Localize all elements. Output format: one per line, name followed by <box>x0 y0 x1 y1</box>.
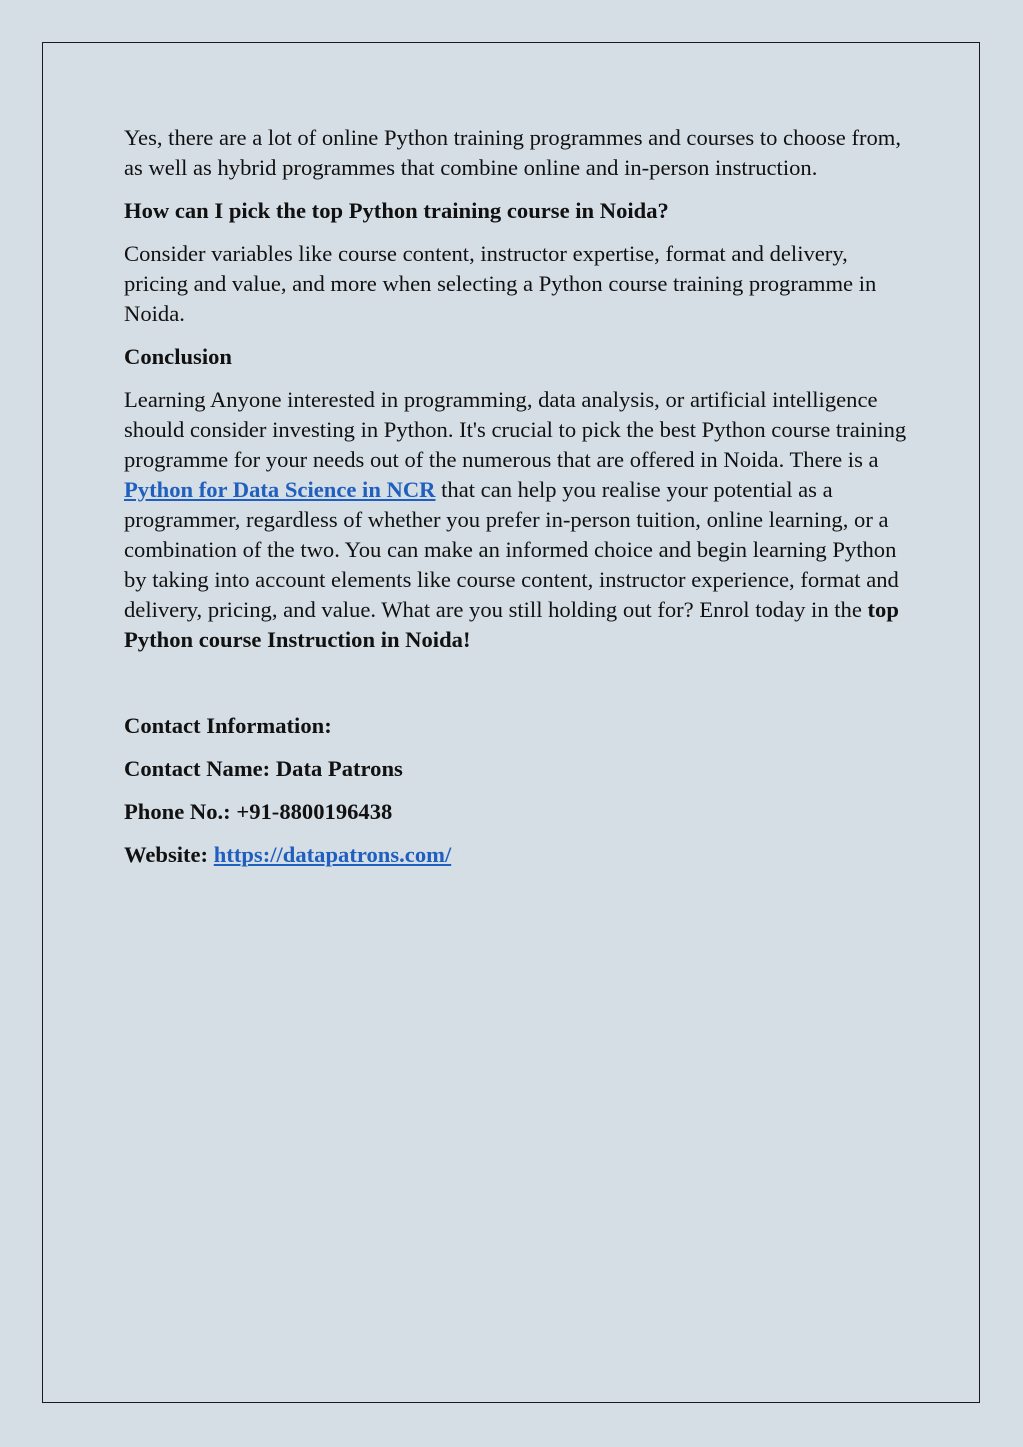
conclusion-paragraph <box>124 385 909 655</box>
website-label: Website: <box>124 842 214 867</box>
conclusion-text-middle: that can help you realise your potential as a programmer, regardless of whether you prefer in-person tuition, online learning, or a combination of the two. You can make an informed choice and begin learning Python by taking into account elements like course content, instructor experience, format and delivery, pricing, and value. What are you still holding out for? Enrol today in the <box>124 477 899 622</box>
website-link[interactable]: https://datapatrons.com/ <box>213 842 452 867</box>
conclusion-text-start: Learning Anyone interested in programming, data analysis, or artificial intelligence should consider investing in Python. It's crucial to pick the best Python course training programme for your needs out of the numerous that are offered in Noida. There is a <box>124 387 907 472</box>
document-body <box>124 123 909 883</box>
contact-heading: Contact Information: <box>124 713 332 738</box>
section-spacer <box>124 668 909 711</box>
question-answer-paragraph: Consider variables like course content, instructor expertise, format and delivery, pricing and value, and more when selecting a Python course training programme in Noida. <box>124 241 877 326</box>
intro-paragraph: Yes, there are a lot of online Python training programmes and courses to choose from, as well as hybrid programmes that combine online and in-person instruction. <box>124 125 902 180</box>
conclusion-bold-end: top Python course Instruction in Noida! <box>124 597 899 652</box>
question-heading: How can I pick the top Python training course in Noida? <box>124 198 669 223</box>
contact-name: Contact Name: Data Patrons <box>124 756 403 781</box>
contact-phone: Phone No.: +91-8800196438 <box>124 799 393 824</box>
contact-website <box>124 840 909 870</box>
python-data-science-link[interactable]: Python for Data Science in NCR <box>124 477 436 502</box>
conclusion-heading: Conclusion <box>124 344 232 369</box>
